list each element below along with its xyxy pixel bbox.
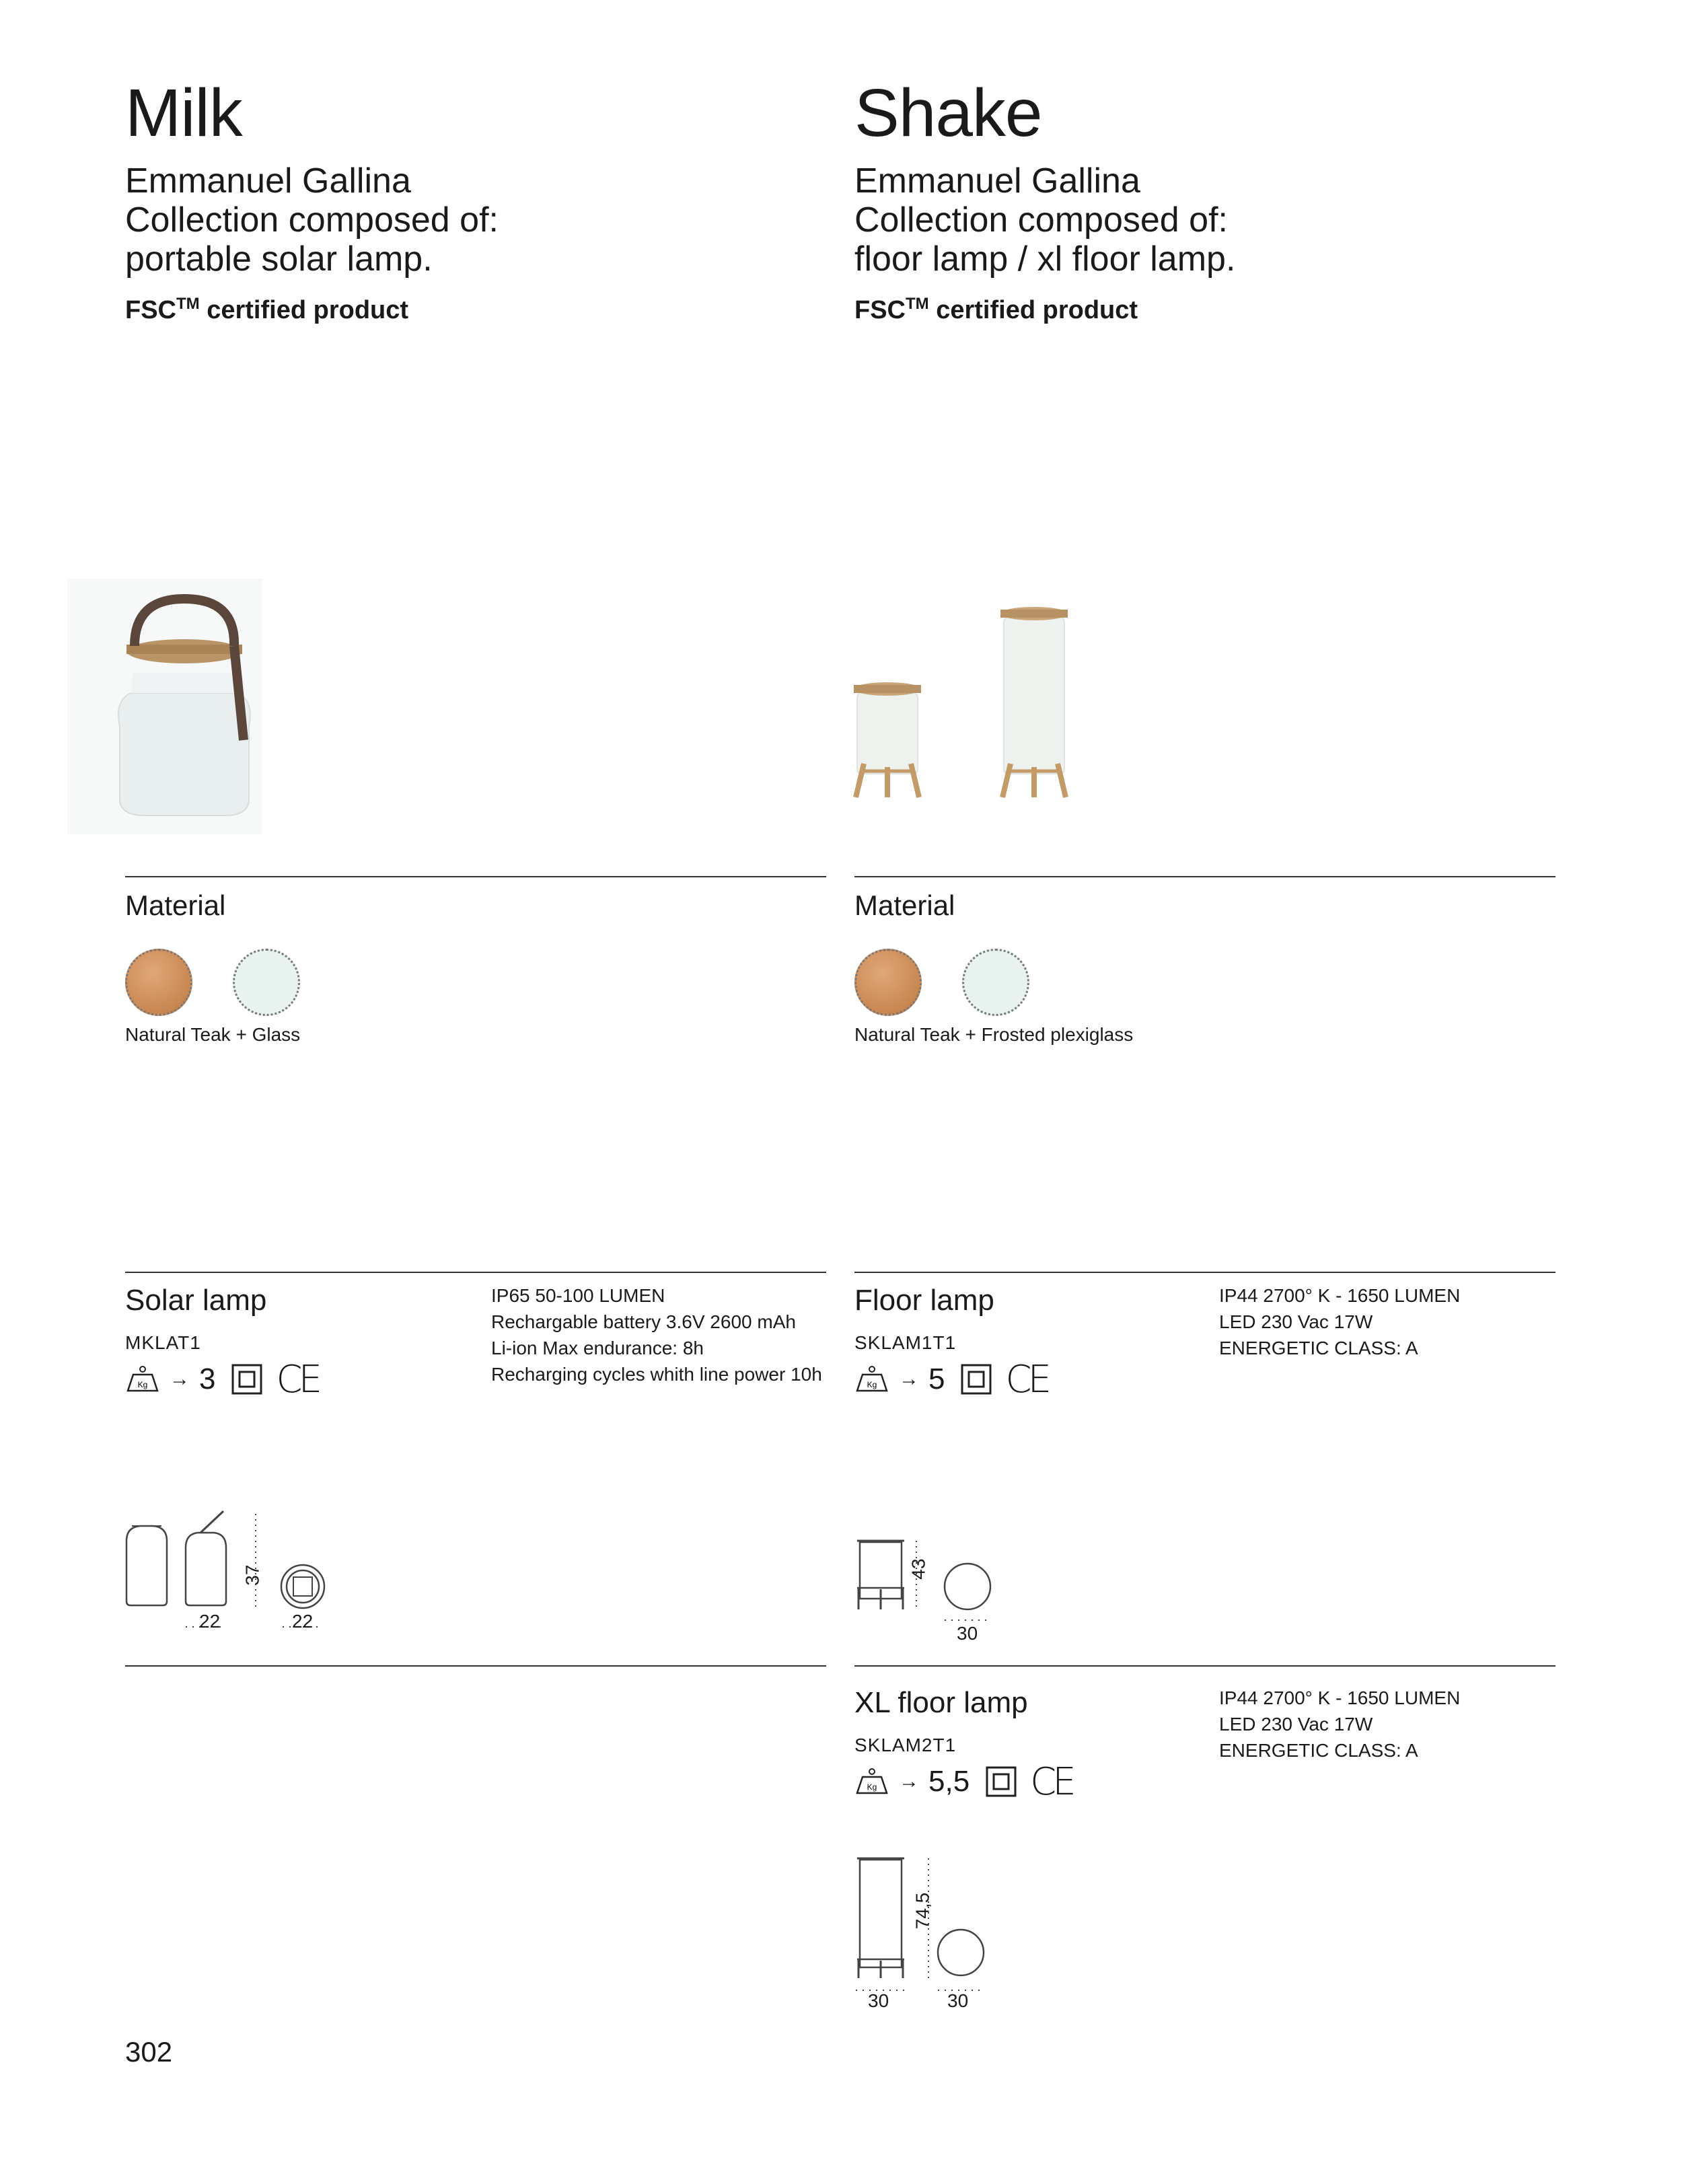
floor-lamp-weight-row <box>854 1357 1048 1402</box>
arrow-icon: → <box>899 1770 919 1792</box>
floor-lamp-code: SKLAM1T1 <box>854 1332 957 1353</box>
fsc-prefix: FSC <box>854 296 906 324</box>
milk-material-label: Material <box>125 889 226 921</box>
floor-lamp-width-dim: 30 <box>957 1623 978 1644</box>
kg-label: Kg <box>867 1380 877 1389</box>
milk-bottom-rule <box>125 1665 826 1667</box>
shake-composition: floor lamp / xl floor lamp. <box>854 240 1236 279</box>
shake-designer-name: Emmanuel Gallina <box>854 161 1140 201</box>
milk-title: Milk <box>125 75 242 151</box>
kg-label: Kg <box>137 1380 148 1389</box>
arrow-icon: → <box>170 1368 190 1390</box>
xl-floor-lamp-name: XL floor lamp <box>854 1686 1028 1719</box>
xl-floor-lamp-weight-row <box>854 1761 1072 1802</box>
weight-kg-icon <box>854 1768 889 1796</box>
xl-floor-lamp-top-dim: 30 <box>947 1990 969 2011</box>
solar-lamp-name: Solar lamp <box>125 1284 267 1317</box>
class-ii-insulation-icon <box>961 1364 992 1395</box>
spec-line: IP65 50-100 LUMEN <box>491 1285 665 1306</box>
solar-lamp-width-dim: 22 <box>199 1611 221 1632</box>
page-number: 302 <box>125 2036 173 2068</box>
fsc-tm: TM <box>906 295 929 313</box>
spec-line: LED 230 Vac 17W <box>1219 1311 1373 1332</box>
kg-label: Kg <box>867 1782 877 1792</box>
weight-kg-icon <box>854 1365 889 1393</box>
shake-material-text: Natural Teak + Frosted plexiglass <box>854 1024 1134 1045</box>
xl-floor-lamp-width-dim: 30 <box>868 1990 889 2011</box>
floor-lamp-bottom-rule <box>854 1665 1556 1667</box>
spec-line: IP44 2700° K - 1650 LUMEN <box>1219 1687 1461 1708</box>
fsc-prefix: FSC <box>125 296 176 324</box>
shake-collection-line: Collection composed of: <box>854 201 1228 240</box>
solar-lamp-weight: 3 <box>199 1362 216 1395</box>
solar-lamp-weight-row <box>125 1357 318 1402</box>
xl-floor-lamp-code: SKLAM2T1 <box>854 1735 957 1755</box>
fsc-tm: TM <box>176 295 200 313</box>
shake-title: Shake <box>854 75 1042 151</box>
spec-line: Recharging cycles whith line power 10h <box>491 1364 822 1385</box>
arrow-icon: → <box>899 1368 919 1390</box>
milk-material-text: Natural Teak + Glass <box>125 1024 301 1045</box>
spec-line: Li-ion Max endurance: 8h <box>491 1338 704 1358</box>
floor-lamp-height-dim: 43 <box>908 1558 929 1580</box>
shake-designer <box>854 161 1235 279</box>
milk-composition: portable solar lamp. <box>125 240 433 279</box>
shake-material-rule <box>854 876 1556 877</box>
milk-lamp-photo <box>67 579 262 834</box>
floor-lamp-specs <box>1219 1282 1460 1361</box>
floor-lamp-rule <box>854 1272 1556 1273</box>
teak-swatch <box>854 949 922 1016</box>
xl-floor-lamp-height-dim: 74,5 <box>912 1892 933 1930</box>
shake-lamps-photo <box>848 606 1090 807</box>
shake-material-label: Material <box>854 889 955 921</box>
milk-material-rule <box>125 876 826 877</box>
floor-lamp-weight: 5 <box>928 1362 945 1395</box>
ce-mark-icon: CE <box>1030 1759 1072 1804</box>
solar-lamp-height-dim: 37 <box>242 1564 263 1586</box>
solar-lamp-code: MKLAT1 <box>125 1332 201 1353</box>
solar-lamp-top-dim: 22 <box>292 1611 314 1632</box>
ce-mark-icon: CE <box>276 1357 318 1402</box>
spec-line: LED 230 Vac 17W <box>1219 1714 1373 1735</box>
shake-fsc-badge <box>854 295 1138 325</box>
xl-floor-lamp-weight: 5,5 <box>928 1765 970 1798</box>
milk-collection-line: Collection composed of: <box>125 201 499 240</box>
milk-designer-name: Emmanuel Gallina <box>125 161 411 201</box>
fsc-suffix: certified product <box>207 296 409 324</box>
glass-swatch <box>233 949 300 1016</box>
spec-line: Rechargable battery 3.6V 2600 mAh <box>491 1311 796 1332</box>
solar-lamp-specs <box>491 1282 822 1387</box>
ce-mark-icon: CE <box>1005 1357 1048 1402</box>
class-ii-insulation-icon <box>231 1364 262 1395</box>
spec-line: ENERGETIC CLASS: A <box>1219 1338 1418 1358</box>
class-ii-insulation-icon <box>986 1766 1017 1797</box>
fsc-suffix: certified product <box>936 296 1138 324</box>
milk-designer <box>125 161 499 279</box>
frosted-plexiglass-swatch <box>962 949 1029 1016</box>
floor-lamp-name: Floor lamp <box>854 1284 994 1317</box>
spec-line: IP44 2700° K - 1650 LUMEN <box>1219 1285 1461 1306</box>
milk-product-rule <box>125 1272 826 1273</box>
milk-fsc-badge <box>125 295 408 325</box>
spec-line: ENERGETIC CLASS: A <box>1219 1740 1418 1761</box>
weight-kg-icon <box>125 1365 160 1393</box>
teak-swatch <box>125 949 192 1016</box>
xl-floor-lamp-specs <box>1219 1685 1460 1763</box>
floor-lamp-drawing <box>852 1534 1007 1635</box>
